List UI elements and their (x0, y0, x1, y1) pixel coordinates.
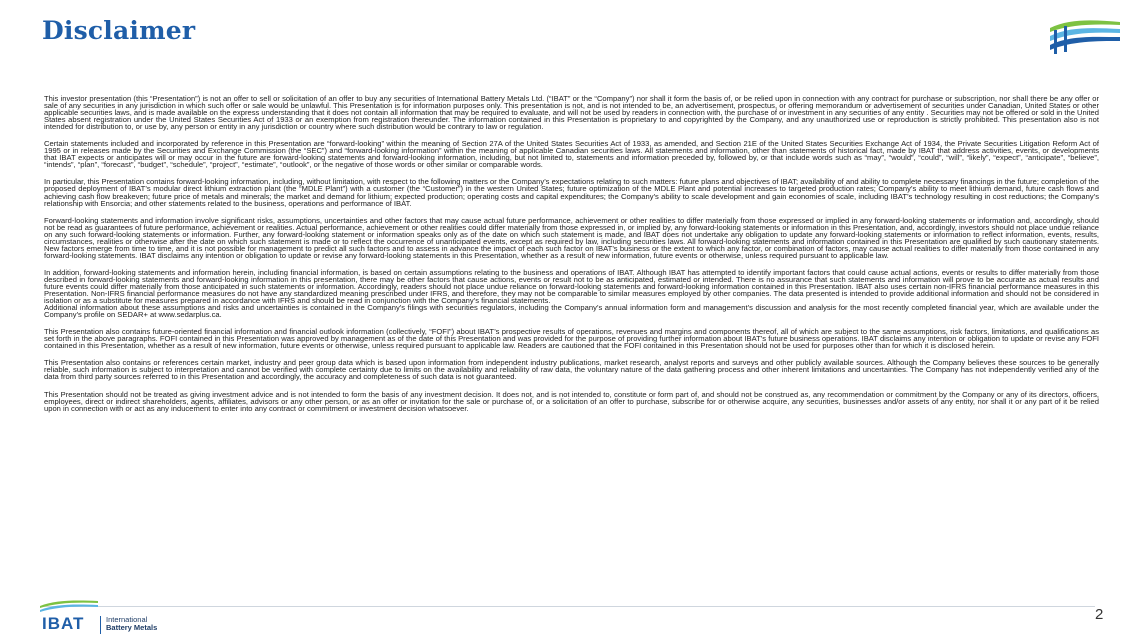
footer-divider (40, 606, 1095, 607)
disclaimer-paragraph: In particular, this Presentation contains forward-looking information, including, without limitation, with respect to the following matters or the Company’s expectations relating to such matters: future plans and objectives of IBAT; availability of and ability to complete necessary financings in the future; completion of the proposed deployment of IBAT’s modular direct lithium extraction plant (the “MDLE Plant”) with a customer (the “Customer”) in the western United States; future optimization of the MDLE Plant and potential increases to targeted production rates; Company’s ability to meet lithium demand, future cash flows and achieving cash flow breakeven; future price of metals and minerals; the market and demand for lithium; expected production; operating costs and capital expenditures; the Company’s ability to scale development and gain economies of scale, including IBAT’s technology resulting in cost reductions; the Company’s relationship with Ensorcia; and other statements related to the business, operations and performance of IBAT. (44, 177, 1099, 208)
disclaimer-paragraph: Certain statements included and incorporated by reference in this Presentation are “forward-looking” within the meaning of Section 27A of the United States Securities Act of 1933, as amended, and Section 21E of the United States Securities Exchange Act of 1934, the Private Securities Litigation Reform Act of 1995 or in releases made by the Securities and Exchange Commission (the “SEC”) and “forward-looking information” within the meaning of applicable Canadian securities laws. All statements and information, other than statements of historical fact, made by IBAT that address activities, events, or developments that IBAT expects or anticipates will or may occur in the future are forward-looking statements and forward-looking information, including, but not limited to, statements and information preceded by, followed by, or that include words such as “may”, “would”, “could”, “will”, “likely”, “expect”, “anticipate”, “believe”, “intends”, “plan”, “forecast”, “budget”, “schedule”, “project”, “estimate”, “outlook”, or the negative of those words or other similar or comparable words. (44, 139, 1099, 170)
footer-logo-swoosh-icon (40, 598, 100, 612)
disclaimer-paragraph: This Presentation should not be treated as giving investment advice and is not intended to form the basis of any investment decision. It does not, and is not intended to, constitute or form part of, and should not be construed as, any recommendation or commitment by the Company or any of its directors, officers, employees, direct or indirect shareholders, agents, affiliates, advisors or any other person, or as an offer or invitation for the sale or purchase of, or a solicitation of an offer to purchase, subscribe for or otherwise acquire, any securities, businesses and/or assets of any entity, nor shall it or any part of it be relied upon in connection with or act as any inducement to enter into any contract or commitment or investment decision whatsoever. (44, 389, 1099, 413)
footer-brand-name (106, 616, 157, 632)
footer-brand-line1: International (106, 615, 148, 624)
disclaimer-paragraph: Forward-looking statements and information involve significant risks, assumptions, uncertainties and other factors that may cause actual future performance, achievement or other realities to differ materially from those expressed or implied in any forward-looking statements or information and, accordingly, should not be read as guarantees of future performance, achievement or realities. Actual performance, achievement or other realities could differ materially from those expressed in, or implied by, any forward-looking statements or information in this Presentation, and, accordingly, investors should not place undue reliance on any such forward-looking statements or information. Further, any forward-looking statement or information speaks only as of the date on which such statement is made, and IBAT does not undertake any obligation to update any forward-looking statements or information to reflect information, events, results, circumstances, realities or otherwise after the date on which such statement is made or to reflect the occurrence of unanticipated events, except as required by law, including securities laws. All forward-looking statements and information contained in this Presentation are qualified by such cautionary statements. New factors emerge from time to time, and it is not possible for management to predict all such factors and to assess in advance the impact of each such factor on IBAT’s business or the extent to which any factor, or combination of factors, may cause actual realities to differ materially from those contained in any forward-looking statements. IBAT disclaims any intention or obligation to update or revise any forward-looking statements in this Presentation, whether as a result of new information, future events or otherwise, unless required pursuant to applicable law. (44, 215, 1099, 260)
footer-brand-divider (100, 616, 101, 634)
footer-brand-line2: Battery Metals (106, 623, 158, 632)
disclaimer-paragraph: This Presentation also contains future-oriented financial information and financial outlook information (collectively, “FOFI”) about IBAT’s prospective results of operations, revenues and margins and components thereof, all of which are subject to the same assumptions, risk factors, limitations, and qualifications as set forth in the above paragraphs. FOFI contained in this Presentation was approved by management as of the date of this Presentation and was provided for the purpose of providing further information about IBAT’s future business operations. IBAT disclaims any intention or obligation to update or revise any FOFI contained in this Presentation, whether as a result of new information, future events or otherwise, unless required pursuant to applicable law. Readers are cautioned that the FOFI contained in this Presentation should not be used for purposes other than for which it is disclosed herein. (44, 327, 1099, 351)
page-title: Disclaimer (42, 16, 196, 45)
disclaimer-body (44, 95, 1099, 422)
disclaimer-paragraph: This Presentation also contains or references certain market, industry and peer group data which is based upon information from independent industry publications, market research, analyst reports and surveys and other publicly available sources. Although the Company believes these sources to be generally reliable, such information is subject to interpretation and cannot be verified with complete certainty due to limits on the availability and reliability of raw data, the voluntary nature of the data gathering process and other inherent limitations and uncertainties. The Company has not independently verified any of the data from third party sources referred to in this Presentation and accordingly, the accuracy and completeness of such data is not guaranteed. (44, 358, 1099, 382)
disclaimer-paragraph: In addition, forward-looking statements and information herein, including financial information, is based on certain assumptions relating to the business and operations of IBAT. Although IBAT has attempted to identify important factors that could cause actual actions, events or results to differ materially from those described in forward-looking statements and forward-looking information in this presentation, there may be other factors that cause actions, events or result not to be as anticipated, estimated or intended. There is no assurance that such statements and information will prove to be accurate as actual results and future events could differ materially from those anticipated in such statements or information. Accordingly, readers should not place undue reliance on forward-looking statements and forward-looking information contained in this Presentation. IBAT also uses certain non-IFRS financial performance measures in this Presentation. Non-IFRS financial performance measures do not have any standardized meaning prescribed under IFRS, and therefore, they may not be comparable to similar measures employed by other companies. The data presented is intended to provide additional information and should not be considered in isolation or as a substitute for measures prepared in accordance with IFRS and should be read in conjunction with the Company’s financial statements. Additional information about these assumptions and risks and uncertainties is contained in the Company’s filings with securities regulators, including the Company’s annual information form and management’s discussion and analysis for the most recently completed financial year, which are available under the Company’s profile on SEDAR+ at www.sedarplus.ca. (44, 267, 1099, 320)
page-number: 2 (1095, 606, 1104, 623)
ibat-logo-mark-icon (1048, 16, 1122, 56)
disclaimer-paragraph: This investor presentation (this “Presentation”) is not an offer to sell or solicitation of an offer to buy any securities of International Battery Metals Ltd. (“IBAT” or the “Company”) nor shall it form the basis of, or be relied upon in connection with any contract for purchase or subscription, nor shall there be any offer or sale of any securities in any jurisdiction in which such offer or sale would be unlawful. This Presentation is for information purposes only. This presentation is not, and is not intended to be, an advertisement, prospectus, or offering memorandum or advertisement of securities under Canadian, United States or other applicable securities laws, and is made available on the express understanding that it does not contain all information that may be required to evaluate, and will not be used by readers in connection with, the purchase of or investment in any securities of any entity . Securities may not be offered or sold in the United States absent registration under the United States Securities Act of 1933 or an exemption from registration thereunder. The information contained in this Presentation is proprietary to and copyrighted by the Company, and any unauthorized use or reproduction is strictly prohibited. This presentation also is not intended for distribution to, or use by, any person or entity in any jurisdiction or country where such distribution would be contrary to law or regulation. (44, 94, 1099, 132)
footer-brand: IBAT (42, 614, 85, 633)
